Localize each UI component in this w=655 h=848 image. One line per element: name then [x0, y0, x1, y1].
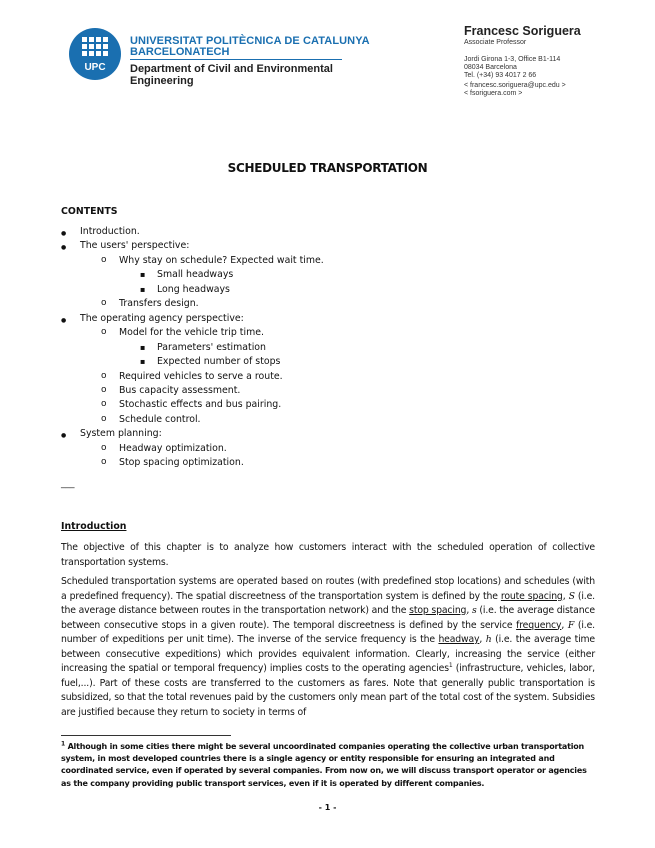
- page-number: - 1 -: [318, 803, 337, 812]
- p2-text: ,: [562, 590, 569, 602]
- contents-item[interactable]: Stochastic effects and bus pairing.: [119, 399, 282, 411]
- bullet-icon: ●: [61, 316, 67, 324]
- bullet-icon: o: [101, 298, 107, 309]
- university-subname: [130, 46, 229, 58]
- symbol-s: s: [471, 605, 477, 616]
- contents-item[interactable]: Expected number of stops: [157, 356, 281, 368]
- footnote-mark: 1: [61, 740, 65, 748]
- p2-text: (i.e. the average distance between consecutive stops in a given route). The temporal discreetness is defined by the service: [61, 605, 595, 631]
- bullet-icon: o: [101, 370, 107, 381]
- bullet-icon: o: [101, 457, 107, 468]
- contents-item[interactable]: Introduction.: [80, 226, 140, 237]
- p2-text: (infrastructure, vehicles, labor, fuel,...). Part of these costs are transferred to the customers as fares. Note that generally public transportation is subsidized, so that the total revenues paid by the customers only mean part of the total cost of the system. Subsidies are justified because they return to society in terms of: [61, 663, 595, 718]
- footnote-reference[interactable]: 1: [448, 661, 453, 669]
- bullet-icon: ●: [61, 230, 67, 237]
- term-frequency: frequency: [516, 619, 562, 631]
- author-city: 08034 Barcelona: [464, 64, 517, 71]
- footnote-text: Although in some cities there might be several uncoordinated companies operating the collective urban transportation system, in most developed countries there is a single agency or entity responsible for ensuring an integrated and coordinated service, even if operated by several companies. From now on, we will discuss transport operator or agencies as the company providing public transport services, even if it is operated by different companies.: [61, 742, 587, 788]
- author-name: Francesc Soriguera: [464, 24, 581, 38]
- contents-item[interactable]: Parameters' estimation: [157, 341, 266, 353]
- footnote: [61, 741, 595, 790]
- contents-item[interactable]: Transfers design.: [119, 298, 199, 310]
- contents-item[interactable]: Required vehicles to serve a route.: [119, 370, 283, 382]
- upc-logo: [69, 28, 121, 80]
- symbol-F: F: [567, 619, 575, 631]
- contents-item[interactable]: Bus capacity assessment.: [119, 384, 241, 396]
- contents-item[interactable]: Small headways: [157, 269, 234, 281]
- term-stop-spacing: stop spacing: [409, 605, 467, 616]
- university-subname-a: BARCELONA: [130, 46, 200, 58]
- p2-text: Scheduled transportation systems are operated based on routes (with predefined stop locations) and schedules (with a predefined frequency). The spatial discreetness of the transportation system is defined by the: [61, 576, 595, 602]
- bullet-icon: ▪: [140, 270, 146, 280]
- bullet-icon: ▪: [140, 284, 146, 294]
- p2-text: (i.e. the average time between consecutive expeditions) which provides equivalent information. Clearly, increasing the service (either increasing the spatial or temporal frequency) implies costs to the operating agencies: [61, 634, 595, 674]
- contents-item[interactable]: Why stay on schedule? Expected wait time.: [119, 254, 324, 266]
- contents-item[interactable]: The users' perspective:: [80, 240, 190, 252]
- bullet-icon: ●: [61, 432, 67, 440]
- p2-text: (i.e. the average distance between routes in the transportation network) and the: [61, 590, 595, 616]
- section-heading-introduction: Introduction: [61, 521, 127, 532]
- author-website[interactable]: < fsoriguera.com >: [464, 90, 523, 97]
- bullet-icon: o: [101, 384, 107, 395]
- term-route-spacing: route spacing: [500, 590, 563, 602]
- paragraph-2: [61, 575, 595, 720]
- contents-item[interactable]: System planning:: [80, 428, 162, 440]
- author-email[interactable]: < francesc.soriguera@upc.edu >: [464, 82, 566, 89]
- author-phone: Tel. (+34) 93 4017 2 66: [464, 72, 537, 79]
- p2-text: (i.e. number of expeditions per unit time). The inverse of the service frequency is the: [61, 619, 595, 645]
- p2-text: ,: [479, 634, 486, 645]
- author-address: Jordi Girona 1-3, Office B1-114: [464, 56, 561, 63]
- author-title: Associate Professor: [464, 39, 527, 46]
- department-line-1: Department of Civil and Environmental: [130, 63, 333, 75]
- bullet-icon: o: [101, 442, 107, 453]
- contents-item[interactable]: The operating agency perspective:: [80, 312, 244, 324]
- paragraph-1: The objective of this chapter is to analyze how customers interact with the scheduled operation of collective transportation systems.: [61, 542, 595, 568]
- department-line-2: Engineering: [130, 75, 194, 87]
- bullet-icon: ●: [61, 244, 67, 252]
- symbol-h: h: [485, 634, 492, 645]
- university-name: UNIVERSITAT POLITÈCNICA DE CATALUNYA: [130, 35, 370, 47]
- bullet-icon: ▪: [140, 357, 146, 367]
- contents-item[interactable]: Long headways: [157, 283, 230, 295]
- contents-item[interactable]: Headway optimization.: [119, 442, 227, 454]
- header-rule: [130, 59, 342, 60]
- document-title: SCHEDULED TRANSPORTATION: [227, 161, 428, 175]
- university-subname-b: TECH: [199, 46, 230, 58]
- logo-text: UPC: [84, 62, 106, 73]
- contents-heading: CONTENTS: [61, 206, 118, 217]
- bullet-icon: o: [101, 327, 107, 338]
- symbol-S: S: [568, 590, 575, 602]
- p2-text: ,: [561, 619, 568, 631]
- term-headway: headway: [438, 634, 480, 645]
- contents-item[interactable]: Model for the vehicle trip time.: [119, 327, 264, 339]
- bullet-icon: ▪: [140, 342, 146, 352]
- contents-item[interactable]: Schedule control.: [119, 413, 201, 425]
- p2-text: ,: [466, 605, 472, 616]
- footnote-rule: [61, 735, 231, 736]
- bullet-icon: o: [101, 399, 107, 410]
- bullet-icon: o: [101, 413, 107, 424]
- contents-item[interactable]: Stop spacing optimization.: [119, 457, 244, 469]
- separator: ___: [61, 479, 75, 489]
- bullet-icon: o: [101, 254, 107, 265]
